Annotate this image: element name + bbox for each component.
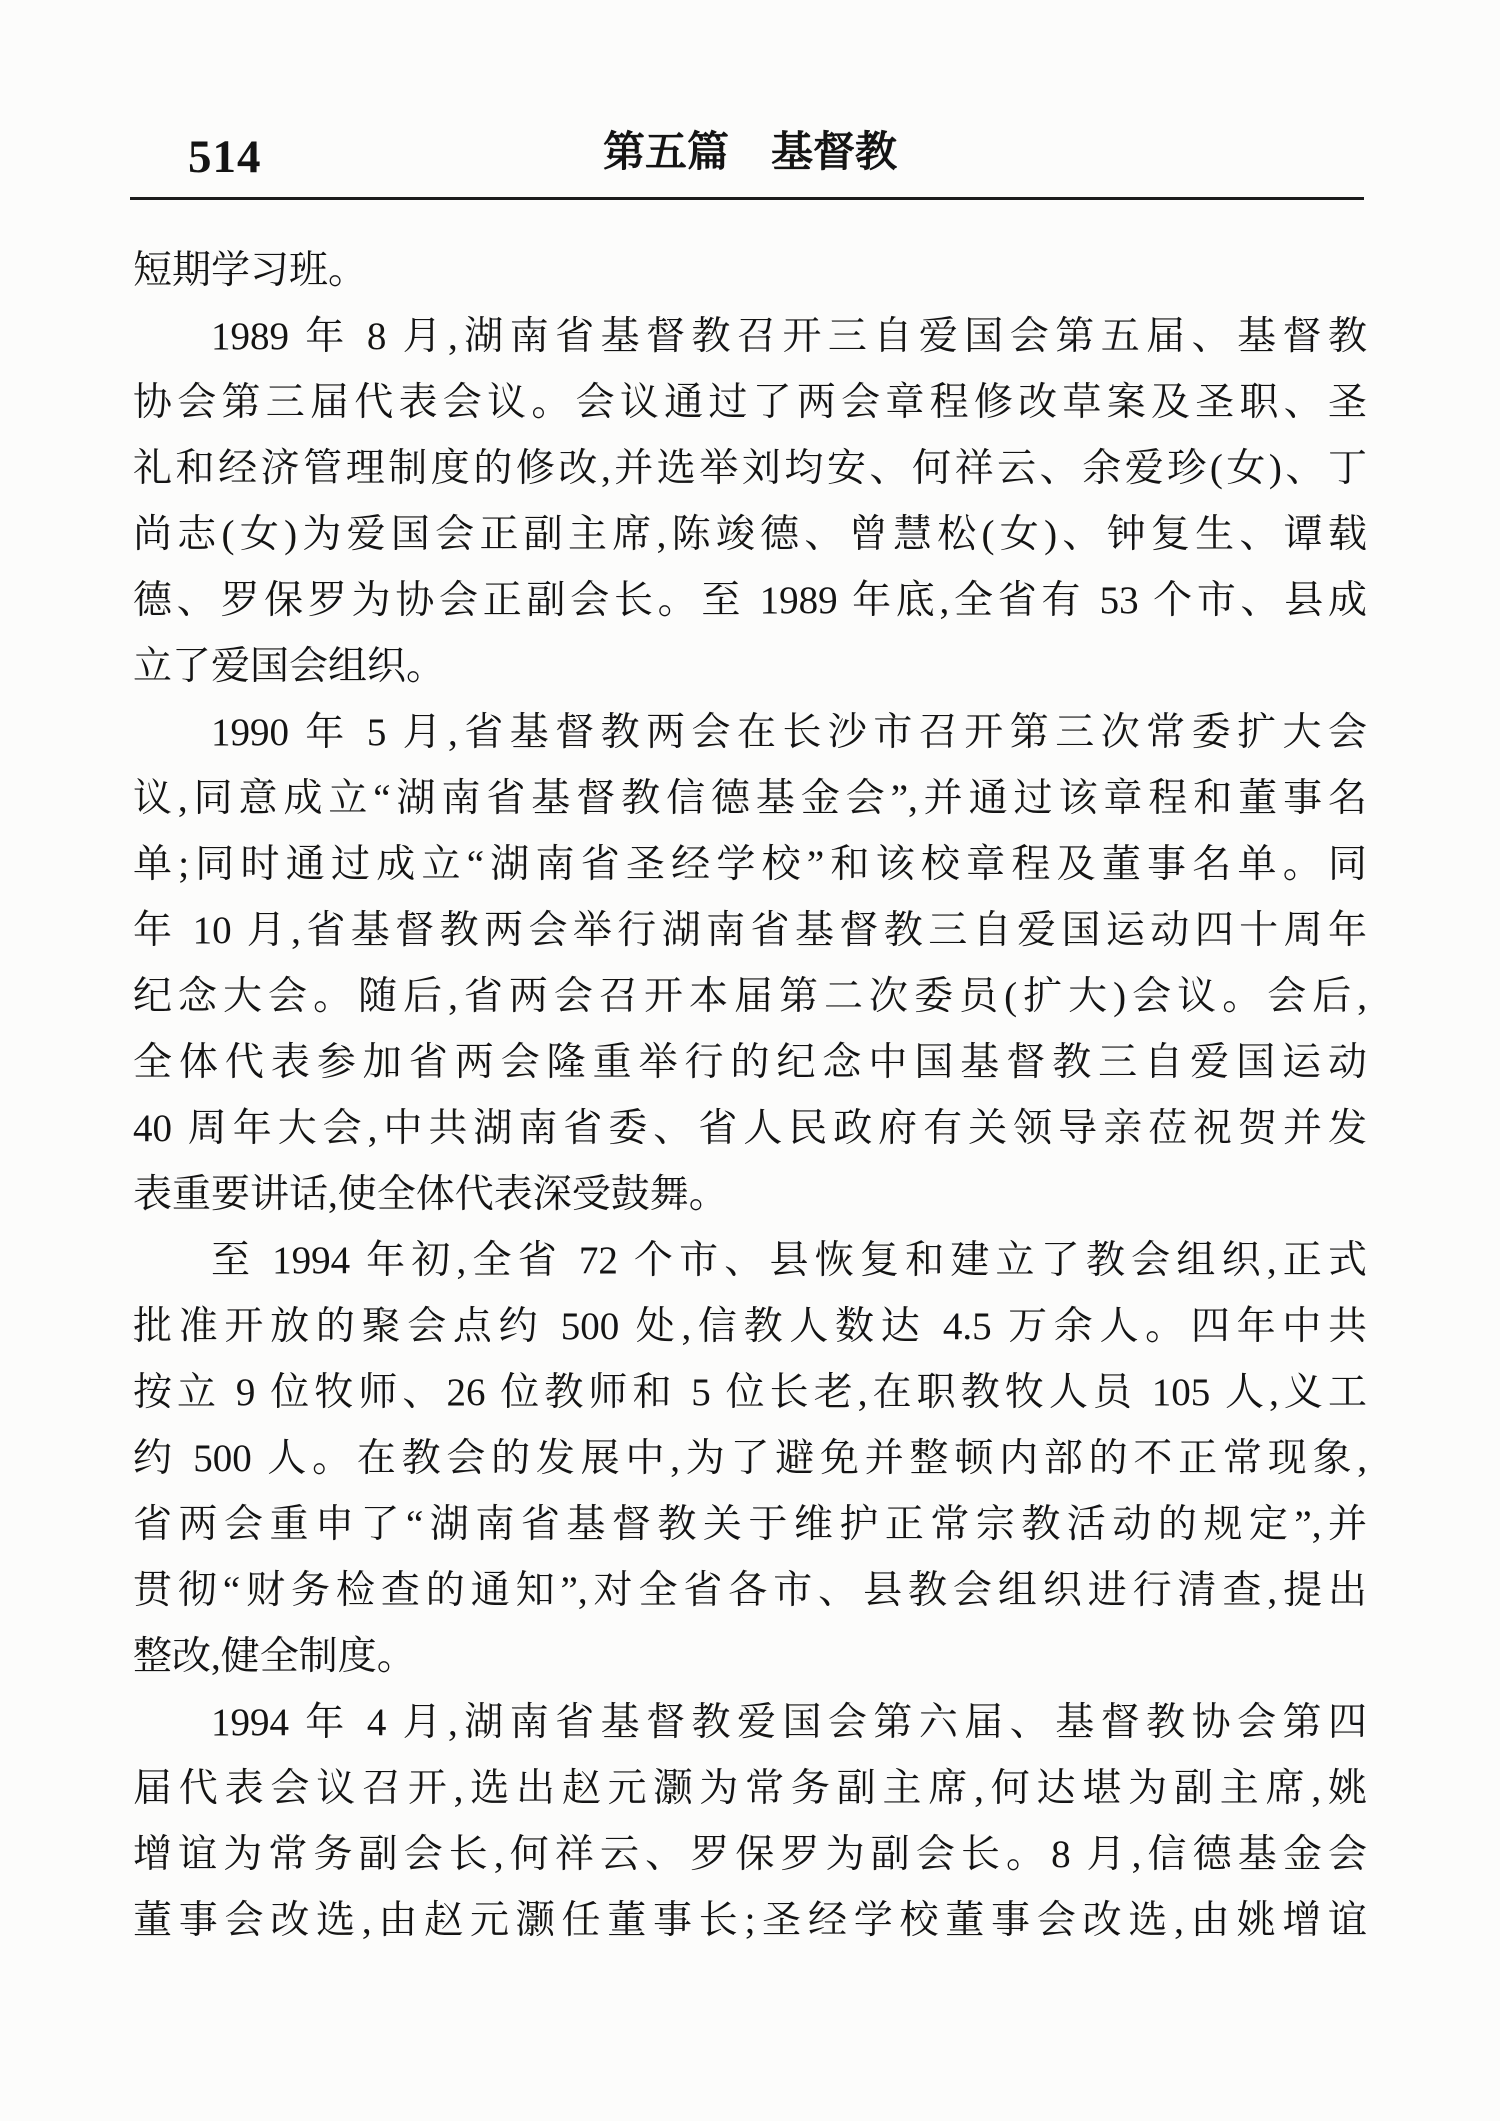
text-line: 表重要讲话,使全体代表深受鼓舞。 xyxy=(133,1173,728,1216)
text-line: 1990 年 5 月,省基督教两会在长沙市召开第三次常委扩大会 xyxy=(211,711,1367,754)
text-line: 届代表会议召开,选出赵元灏为常务副主席,何达堪为副主席,姚 xyxy=(133,1767,1367,1810)
text-line: 尚志(女)为爱国会正副主席,陈竣德、曾慧松(女)、钟复生、谭载 xyxy=(133,513,1367,556)
page-number: 514 xyxy=(188,131,262,183)
text-line: 协会第三届代表会议。会议通过了两会章程修改草案及圣职、圣 xyxy=(133,381,1367,424)
text-line: 德、罗保罗为协会正副会长。至 1989 年底,全省有 53 个市、县成 xyxy=(133,579,1367,622)
text-line: 1989 年 8 月,湖南省基督教召开三自爱国会第五届、基督教 xyxy=(211,315,1367,358)
text-line: 年 10 月,省基督教两会举行湖南省基督教三自爱国运动四十周年 xyxy=(133,909,1367,952)
text-line: 短期学习班。 xyxy=(133,249,368,292)
text-line: 董事会改选,由赵元灏任董事长;圣经学校董事会改选,由姚增谊 xyxy=(133,1899,1367,1942)
text-line: 贯彻“财务检查的通知”,对全省各市、县教会组织进行清查,提出 xyxy=(133,1569,1367,1612)
text-line: 全体代表参加省两会隆重举行的纪念中国基督教三自爱国运动 xyxy=(133,1041,1367,1084)
text-line: 40 周年大会,中共湖南省委、省人民政府有关领导亲莅祝贺并发 xyxy=(133,1107,1367,1150)
text-line: 立了爱国会组织。 xyxy=(133,645,446,688)
text-line: 至 1994 年初,全省 72 个市、县恢复和建立了教会组织,正式 xyxy=(211,1239,1367,1282)
text-line: 约 500 人。在教会的发展中,为了避免并整顿内部的不正常现象, xyxy=(133,1437,1367,1480)
header-rule xyxy=(130,197,1364,200)
text-line: 单;同时通过成立“湖南省圣经学校”和该校章程及董事名单。同 xyxy=(133,843,1367,886)
text-line: 按立 9 位牧师、26 位教师和 5 位长老,在职教牧人员 105 人,义工 xyxy=(133,1371,1367,1414)
text-line: 纪念大会。随后,省两会召开本届第二次委员(扩大)会议。会后, xyxy=(133,975,1367,1018)
text-line: 议,同意成立“湖南省基督教信德基金会”,并通过该章程和董事名 xyxy=(133,777,1367,820)
text-line: 1994 年 4 月,湖南省基督教爱国会第六届、基督教协会第四 xyxy=(211,1701,1367,1744)
text-line: 省两会重申了“湖南省基督教关于维护正常宗教活动的规定”,并 xyxy=(133,1503,1367,1546)
text-line: 礼和经济管理制度的修改,并选举刘均安、何祥云、余爱珍(女)、丁 xyxy=(133,447,1367,490)
text-line: 批准开放的聚会点约 500 处,信教人数达 4.5 万余人。四年中共 xyxy=(133,1305,1367,1348)
section-header: 第五篇 基督教 xyxy=(602,130,897,176)
body-text xyxy=(133,238,1367,1954)
text-line: 整改,健全制度。 xyxy=(133,1635,416,1678)
text-line: 增谊为常务副会长,何祥云、罗保罗为副会长。8 月,信德基金会 xyxy=(133,1833,1367,1876)
